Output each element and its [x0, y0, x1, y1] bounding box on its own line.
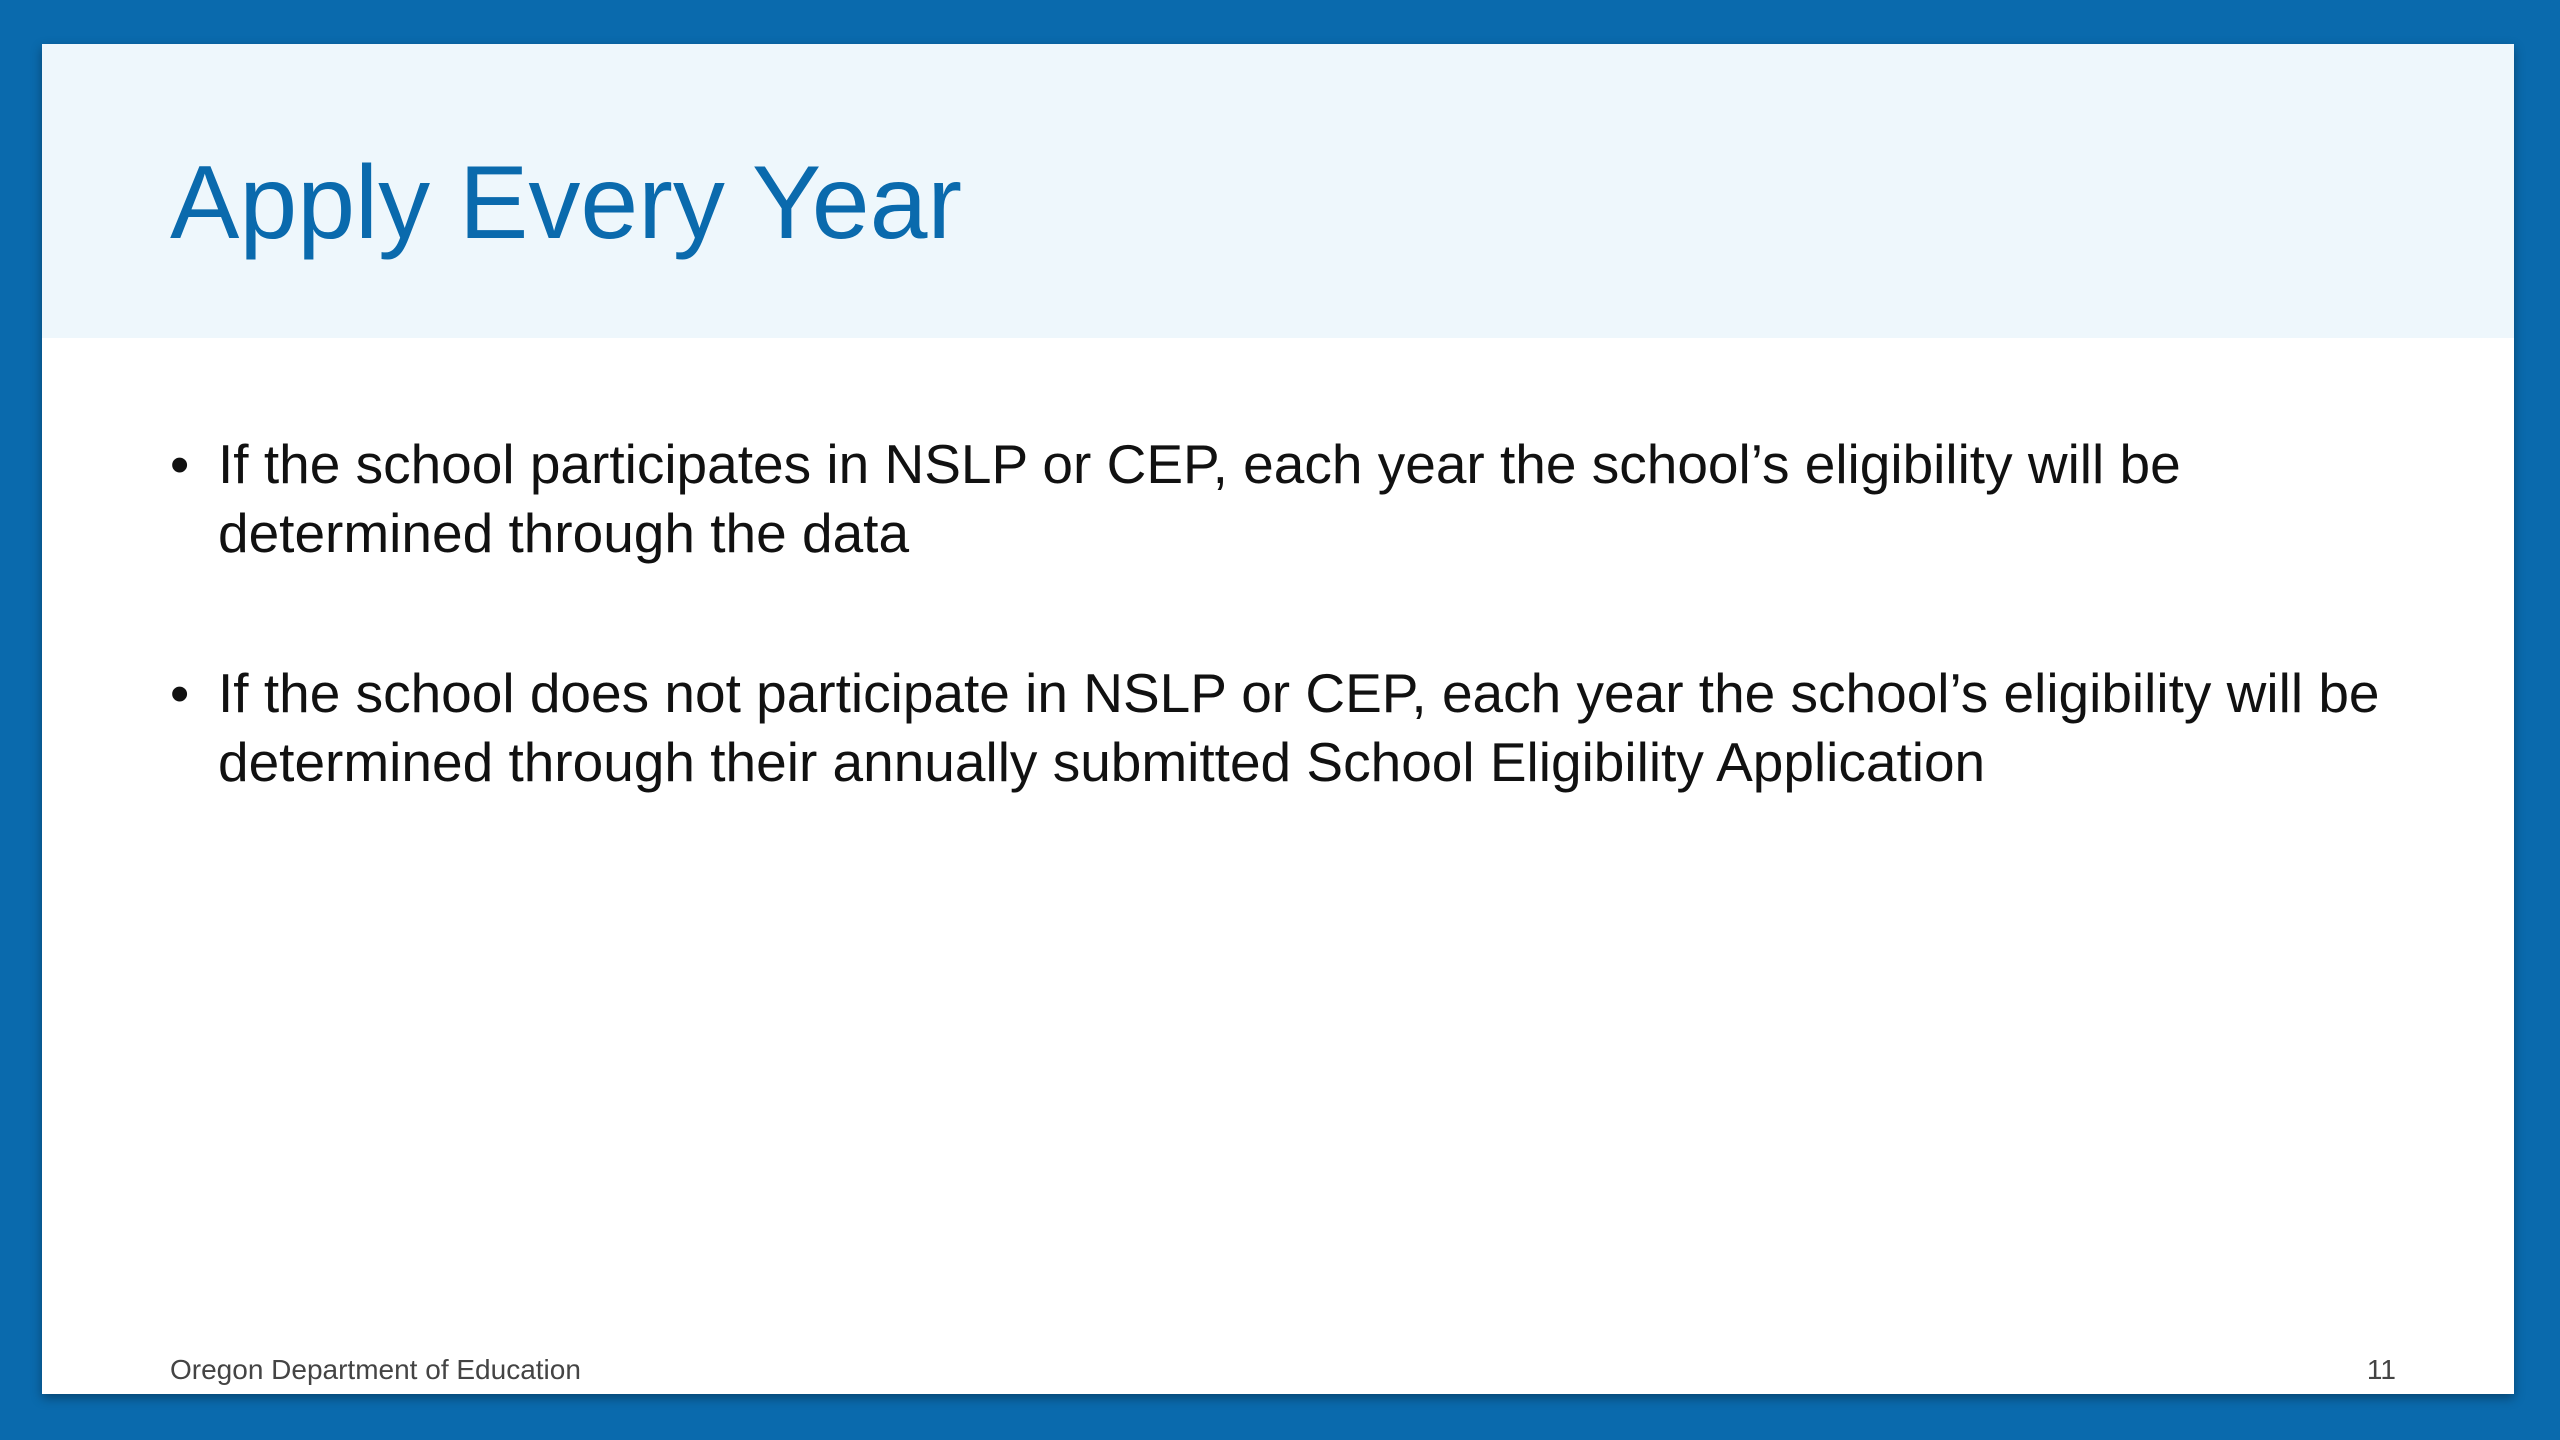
slide-title: Apply Every Year	[170, 145, 963, 261]
slide-page-number: 11	[2366, 1354, 2396, 1385]
bullet-item	[170, 659, 2430, 797]
presentation-slide	[42, 44, 2514, 1394]
bullet-item	[170, 430, 2430, 568]
bullet-text: If the school does not participate in NSLP or CEP, each year the school’s eligibility will be determined through their annually submitted School Eligibility Application	[218, 662, 2380, 793]
bullet-marker: •	[170, 662, 190, 724]
bullet-marker: •	[170, 433, 190, 495]
bullet-list	[170, 430, 2430, 888]
title-band	[42, 44, 2514, 338]
footer-organization: Oregon Department of Education	[170, 1354, 581, 1385]
bullet-text: If the school participates in NSLP or CEP, each year the school’s eligibility will be determined through the data	[218, 433, 2181, 564]
